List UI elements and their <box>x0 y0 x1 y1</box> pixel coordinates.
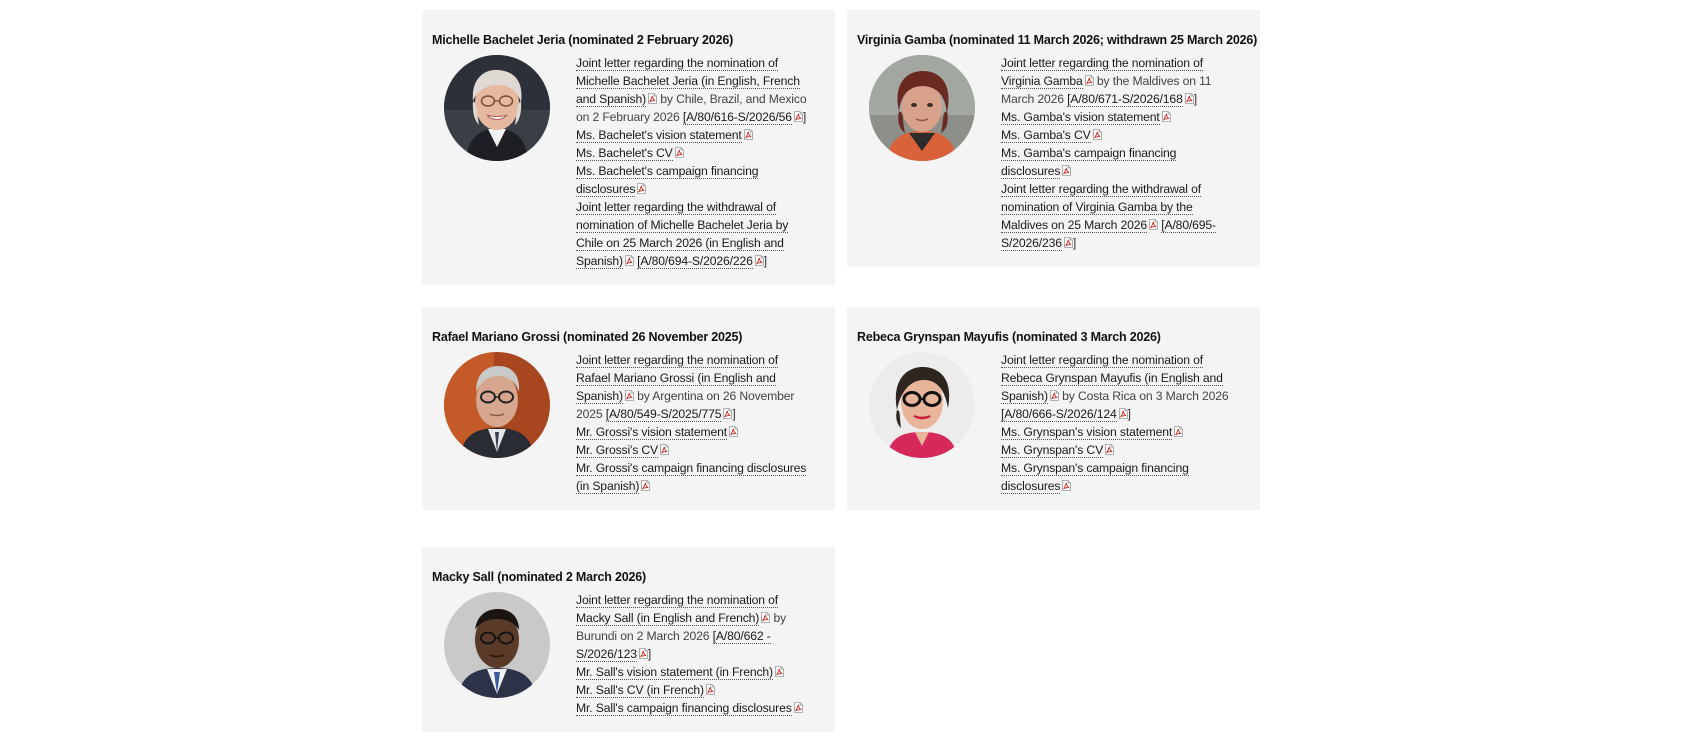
bracket-close: ] <box>763 254 767 268</box>
nomination-letter-detail: by Argentina on 26 November 2025 <box>576 389 795 421</box>
pdf-icon <box>761 612 770 623</box>
pdf-icon <box>660 444 669 455</box>
pdf-icon <box>729 426 738 437</box>
document-symbol-link[interactable]: [A/80/666-S/2026/124 <box>1001 407 1117 421</box>
pdf-icon <box>1064 237 1073 248</box>
nomination-letter-detail: by Burundi on 2 March 2026 <box>576 611 787 643</box>
document-symbol-link[interactable]: [A/80/549-S/2025/775 <box>605 407 722 421</box>
candidate-title: Michelle Bachelet Jeria (nominated 2 February 2026) <box>432 33 734 47</box>
cv-link[interactable]: Ms. Gamba's CV <box>1001 128 1091 142</box>
candidate-card-grossi <box>422 307 835 510</box>
pdf-icon <box>775 666 784 677</box>
financing-disclosures-link[interactable]: Ms. Bachelet's campaign financing disclosures <box>576 164 759 196</box>
document-links <box>1001 54 1237 252</box>
document-symbol-link[interactable]: [A/80/694-S/2026/226 <box>637 254 753 268</box>
candidate-title: Macky Sall (nominated 2 March 2026) <box>432 570 646 584</box>
document-links <box>1001 351 1237 495</box>
withdrawal-letter-link[interactable]: Joint letter regarding the withdrawal of nomination of Michelle Bachelet Jeria by Chile on 25 March 2026 (in English and Spanish) <box>576 200 789 268</box>
pdf-icon <box>1119 408 1128 419</box>
pdf-icon <box>794 111 803 122</box>
cv-entry <box>576 144 812 162</box>
bracket-close: ] <box>732 407 736 421</box>
pdf-icon <box>1093 129 1102 140</box>
cv-entry <box>1001 126 1237 144</box>
cv-link[interactable]: Mr. Grossi's CV <box>576 443 659 457</box>
withdrawal-letter-entry <box>576 198 812 270</box>
pdf-icon <box>625 390 634 401</box>
nomination-letter-entry <box>576 54 812 126</box>
pdf-icon <box>755 255 764 266</box>
candidate-photo <box>869 55 975 161</box>
pdf-icon <box>1105 444 1114 455</box>
bracket-close: ] <box>1072 236 1077 250</box>
nomination-letter-link[interactable]: Joint letter regarding the nomination of Rafael Mariano Grossi (in English and Spanish) <box>576 353 778 403</box>
pdf-icon <box>648 93 657 104</box>
candidate-title: Rebeca Grynspan Mayufis (nominated 3 March 2026) <box>857 330 1161 344</box>
candidate-photo <box>869 352 975 458</box>
pdf-icon <box>706 684 715 695</box>
pdf-icon <box>1162 111 1171 122</box>
pdf-icon <box>1050 390 1059 401</box>
document-links <box>576 351 812 495</box>
vision-statement-link[interactable]: Ms. Bachelet's vision statement <box>576 128 742 142</box>
nomination-letter-link[interactable]: Joint letter regarding the nomination of Macky Sall (in English and French) <box>576 593 778 625</box>
pdf-icon <box>1085 75 1094 86</box>
cv-link[interactable]: Ms. Bachelet's CV <box>576 146 673 160</box>
bracket-close: ] <box>647 647 652 661</box>
nomination-letter-entry <box>576 591 812 663</box>
bracket-close: ] <box>802 110 807 124</box>
nomination-letter-entry <box>1001 54 1237 108</box>
cv-entry <box>1001 441 1237 459</box>
pdf-icon <box>675 147 684 158</box>
cv-link[interactable]: Ms. Grynspan's CV <box>1001 443 1104 457</box>
nomination-letter-entry <box>1001 351 1237 423</box>
candidate-photo <box>444 352 550 458</box>
pdf-icon <box>625 255 634 266</box>
document-symbol-link[interactable]: [A/80/662 -S/2026/123 <box>576 629 771 661</box>
pdf-icon <box>1174 426 1183 437</box>
nomination-letter-link[interactable]: Joint letter regarding the nomination of Rebeca Grynspan Mayufis (in English and Spanish) <box>1001 353 1223 403</box>
nomination-letter-detail: by Costa Rica on 3 March 2026 <box>1058 389 1229 403</box>
pdf-icon <box>1185 93 1194 104</box>
vision-statement-link[interactable]: Mr. Sall's vision statement (in French) <box>576 665 773 679</box>
bracket-close: ] <box>1193 92 1197 106</box>
financing-disclosures-link[interactable]: Ms. Grynspan's campaign financing disclosures <box>1001 461 1189 493</box>
bracket-close: ] <box>1127 407 1131 421</box>
pdf-icon <box>744 129 753 140</box>
pdf-icon <box>1149 219 1158 230</box>
financing-entry <box>576 459 812 495</box>
pdf-icon <box>1062 480 1071 491</box>
pdf-icon <box>639 648 648 659</box>
withdrawal-letter-entry <box>1001 180 1237 252</box>
document-links <box>576 54 812 270</box>
candidate-card-gamba <box>847 10 1260 267</box>
cv-entry <box>576 681 812 699</box>
financing-disclosures-link[interactable]: Mr. Sall's campaign financing disclosures <box>576 701 792 715</box>
vision-statement-entry <box>1001 423 1237 441</box>
nomination-letter-link[interactable]: Joint letter regarding the nomination of Virginia Gamba <box>1001 56 1203 88</box>
financing-disclosures-link[interactable]: Mr. Grossi's campaign financing disclosures (in Spanish) <box>576 461 807 493</box>
pdf-icon <box>794 702 803 713</box>
document-links <box>576 591 812 717</box>
pdf-icon <box>637 183 646 194</box>
document-symbol-link[interactable]: [A/80/616-S/2026/56 <box>682 110 792 124</box>
financing-entry <box>1001 459 1237 495</box>
document-symbol-link[interactable]: [A/80/671-S/2026/168 <box>1067 92 1183 106</box>
candidate-card-bachelet <box>422 10 835 285</box>
pdf-icon <box>723 408 732 419</box>
nomination-letter-detail: by the Maldives on 11 March 2026 <box>1001 74 1212 106</box>
vision-statement-link[interactable]: Ms. Grynspan's vision statement <box>1001 425 1173 439</box>
financing-entry <box>576 699 812 717</box>
pdf-icon <box>1062 165 1071 176</box>
financing-disclosures-link[interactable]: Ms. Gamba's campaign financing disclosures <box>1001 146 1177 178</box>
nomination-letter-link[interactable]: Joint letter regarding the nomination of Michelle Bachelet Jeria (in English, French and Spanish) <box>576 56 800 106</box>
cv-entry <box>576 441 812 459</box>
nomination-letter-detail: by Chile, Brazil, and Mexico on 2 February 2026 <box>576 92 807 124</box>
vision-statement-link[interactable]: Ms. Gamba's vision statement <box>1001 110 1160 124</box>
candidate-photo <box>444 55 550 161</box>
candidate-title: Rafael Mariano Grossi (nominated 26 November 2025) <box>432 330 743 344</box>
document-symbol-link[interactable]: [A/80/695-S/2026/236 <box>1001 218 1216 250</box>
vision-statement-link[interactable]: Mr. Grossi's vision statement <box>576 425 728 439</box>
candidate-card-sall <box>422 547 835 732</box>
candidate-photo <box>444 592 550 698</box>
candidate-title: Virginia Gamba (nominated 11 March 2026; withdrawn 25 March 2026) <box>857 33 1258 47</box>
withdrawal-letter-link[interactable]: Joint letter regarding the withdrawal of nomination of Virginia Gamba by the Maldives on 25 March 2026 <box>1001 182 1201 232</box>
nomination-letter-entry <box>576 351 812 423</box>
candidate-card-grynspan <box>847 307 1260 510</box>
financing-entry <box>576 162 812 198</box>
financing-entry <box>1001 144 1237 180</box>
cv-link[interactable]: Mr. Sall's CV (in French) <box>576 683 704 697</box>
pdf-icon <box>641 480 650 491</box>
vision-statement-entry <box>576 126 812 144</box>
vision-statement-entry <box>576 423 812 441</box>
vision-statement-entry <box>576 663 812 681</box>
vision-statement-entry <box>1001 108 1237 126</box>
